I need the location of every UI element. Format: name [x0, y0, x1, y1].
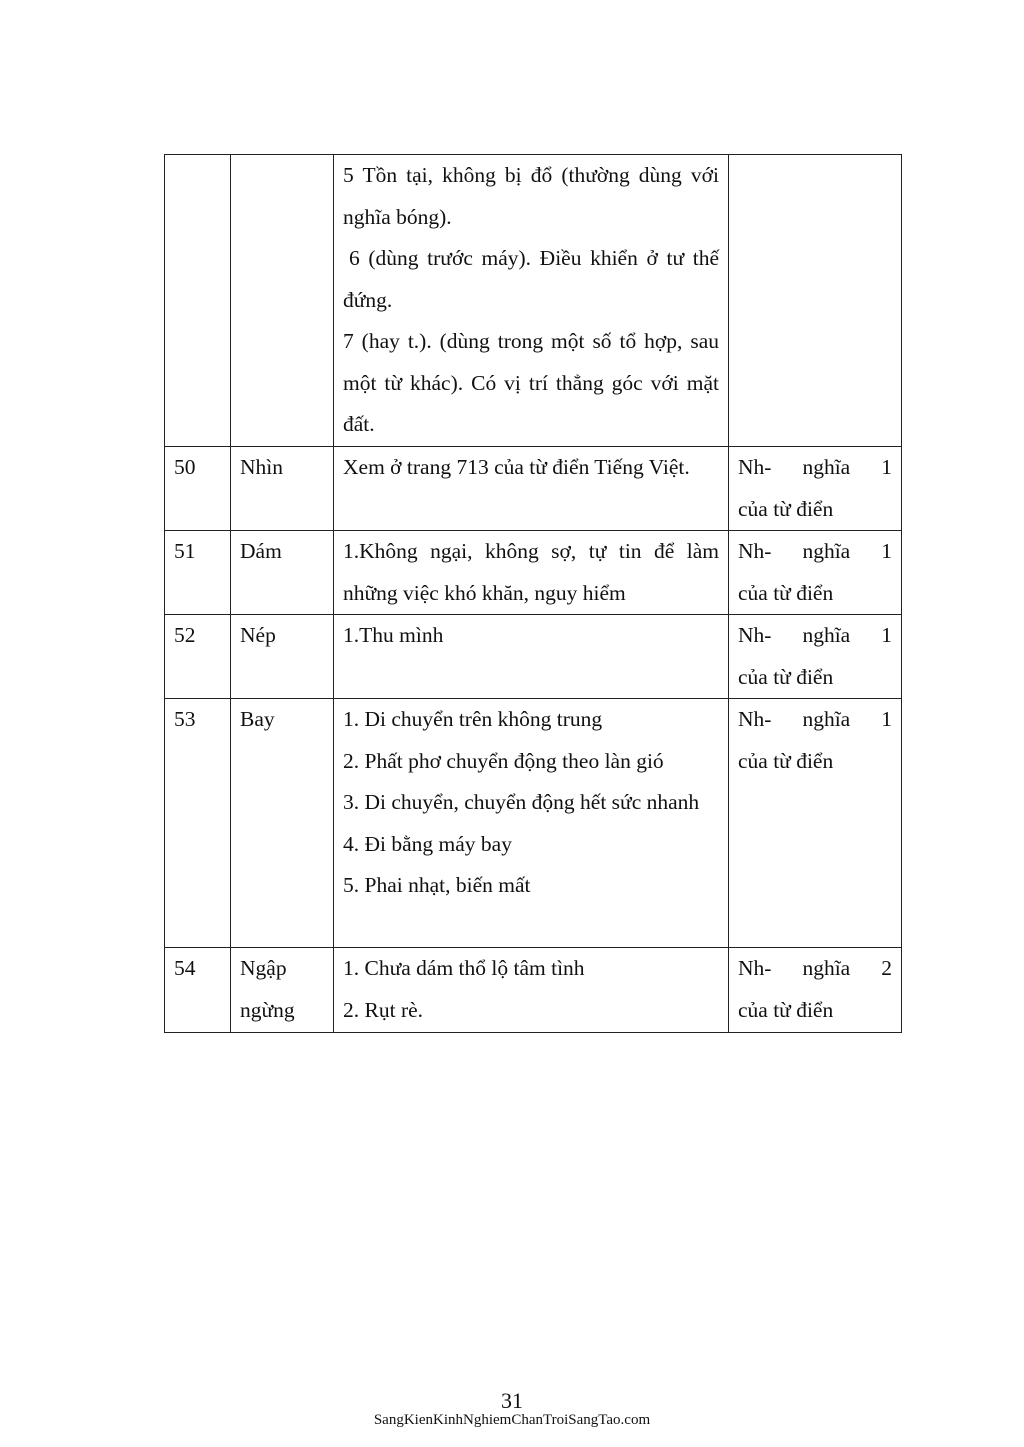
- definition-line: 5. Phai nhạt, biến mất: [343, 873, 531, 897]
- word-cell: [231, 155, 334, 447]
- row-number-cell: 51: [165, 531, 231, 615]
- note-line-1: [738, 447, 892, 489]
- definition-line: 1.Thu mình: [343, 623, 444, 647]
- definition-line: 2. Rụt rè.: [343, 997, 424, 1022]
- definition-line: 7 (hay t.). (dùng trong một số tổ hợp, sau một từ khác). Có vị trí thẳng góc với mặt đất.: [343, 329, 719, 436]
- note-line-2: của từ điển: [738, 496, 834, 521]
- note-word: 1: [881, 539, 892, 563]
- definition-cell: [334, 699, 729, 948]
- footer-text: SangKienKinhNghiemChanTroiSangTao.com: [373, 1412, 651, 1428]
- word-cell: Bay: [231, 699, 334, 948]
- note-line-1: [738, 615, 892, 657]
- table-row: [165, 699, 902, 948]
- word-cell: Dám: [231, 531, 334, 615]
- note-cell: [729, 155, 902, 447]
- table-row: [165, 447, 902, 531]
- note-word: nghĩa: [802, 455, 851, 479]
- row-number-cell: 53: [165, 699, 231, 948]
- note-line-1: [738, 948, 892, 990]
- definition-line: 2. Phất phơ chuyển động theo làn gió: [343, 748, 664, 773]
- note-line-1: [738, 699, 892, 741]
- note-line-1: [738, 531, 892, 573]
- definition-line: 1.Không ngại, không sợ, tự tin để làm những việc khó khăn, nguy hiểm: [343, 539, 719, 605]
- note-word: nghĩa: [802, 956, 851, 980]
- table-row: [165, 948, 902, 1033]
- word-cell: Nép: [231, 615, 334, 699]
- note-line-2: của từ điển: [738, 580, 834, 605]
- row-number-cell: 50: [165, 447, 231, 531]
- note-word: nghĩa: [802, 707, 851, 731]
- definition-line: 4. Đi bằng máy bay: [343, 831, 512, 856]
- note-line-2: của từ điển: [738, 748, 834, 773]
- row-number-cell: 52: [165, 615, 231, 699]
- note-cell: [729, 531, 902, 615]
- definition-line: 3. Di chuyển, chuyển động hết sức nhanh: [343, 790, 700, 814]
- definition-line: 5 Tồn tại, không bị đổ (thường dùng với nghĩa bóng).: [343, 163, 719, 229]
- definition-cell: [334, 615, 729, 699]
- definition-cell: [334, 531, 729, 615]
- note-cell: [729, 615, 902, 699]
- note-line-2: của từ điển: [738, 664, 834, 689]
- note-word: Nh-: [738, 956, 772, 980]
- dictionary-table: [164, 154, 902, 1033]
- row-number-cell: 54: [165, 948, 231, 1033]
- note-word: Nh-: [738, 539, 772, 563]
- note-word: 1: [881, 707, 892, 731]
- table-row: [165, 531, 902, 615]
- table-row: [165, 155, 902, 447]
- definition-line: 1. Chưa dám thổ lộ tâm tình: [343, 956, 585, 980]
- definition-line: Xem ở trang 713 của từ điển Tiếng Việt.: [343, 455, 690, 479]
- definition-line: 6 (dùng trước máy). Điều khiển ở tư thế đứng.: [343, 246, 719, 312]
- note-word: nghĩa: [802, 623, 851, 647]
- note-word: nghĩa: [802, 539, 851, 563]
- note-cell: [729, 948, 902, 1033]
- definition-cell: [334, 155, 729, 447]
- definition-cell: [334, 447, 729, 531]
- note-word: 1: [881, 455, 892, 479]
- row-number-cell: [165, 155, 231, 447]
- word-cell: Nhìn: [231, 447, 334, 531]
- note-cell: [729, 447, 902, 531]
- note-word: 1: [881, 623, 892, 647]
- note-word: Nh-: [738, 707, 772, 731]
- definition-line: 1. Di chuyển trên không trung: [343, 707, 603, 731]
- definition-cell: [334, 948, 729, 1033]
- page-number: 31: [501, 1388, 523, 1413]
- word-cell: Ngập ngừng: [231, 948, 334, 1033]
- table-row: [165, 615, 902, 699]
- note-line-2: của từ điển: [738, 997, 834, 1022]
- note-word: Nh-: [738, 455, 772, 479]
- note-word: 2: [881, 956, 892, 980]
- note-word: Nh-: [738, 623, 772, 647]
- note-cell: [729, 699, 902, 948]
